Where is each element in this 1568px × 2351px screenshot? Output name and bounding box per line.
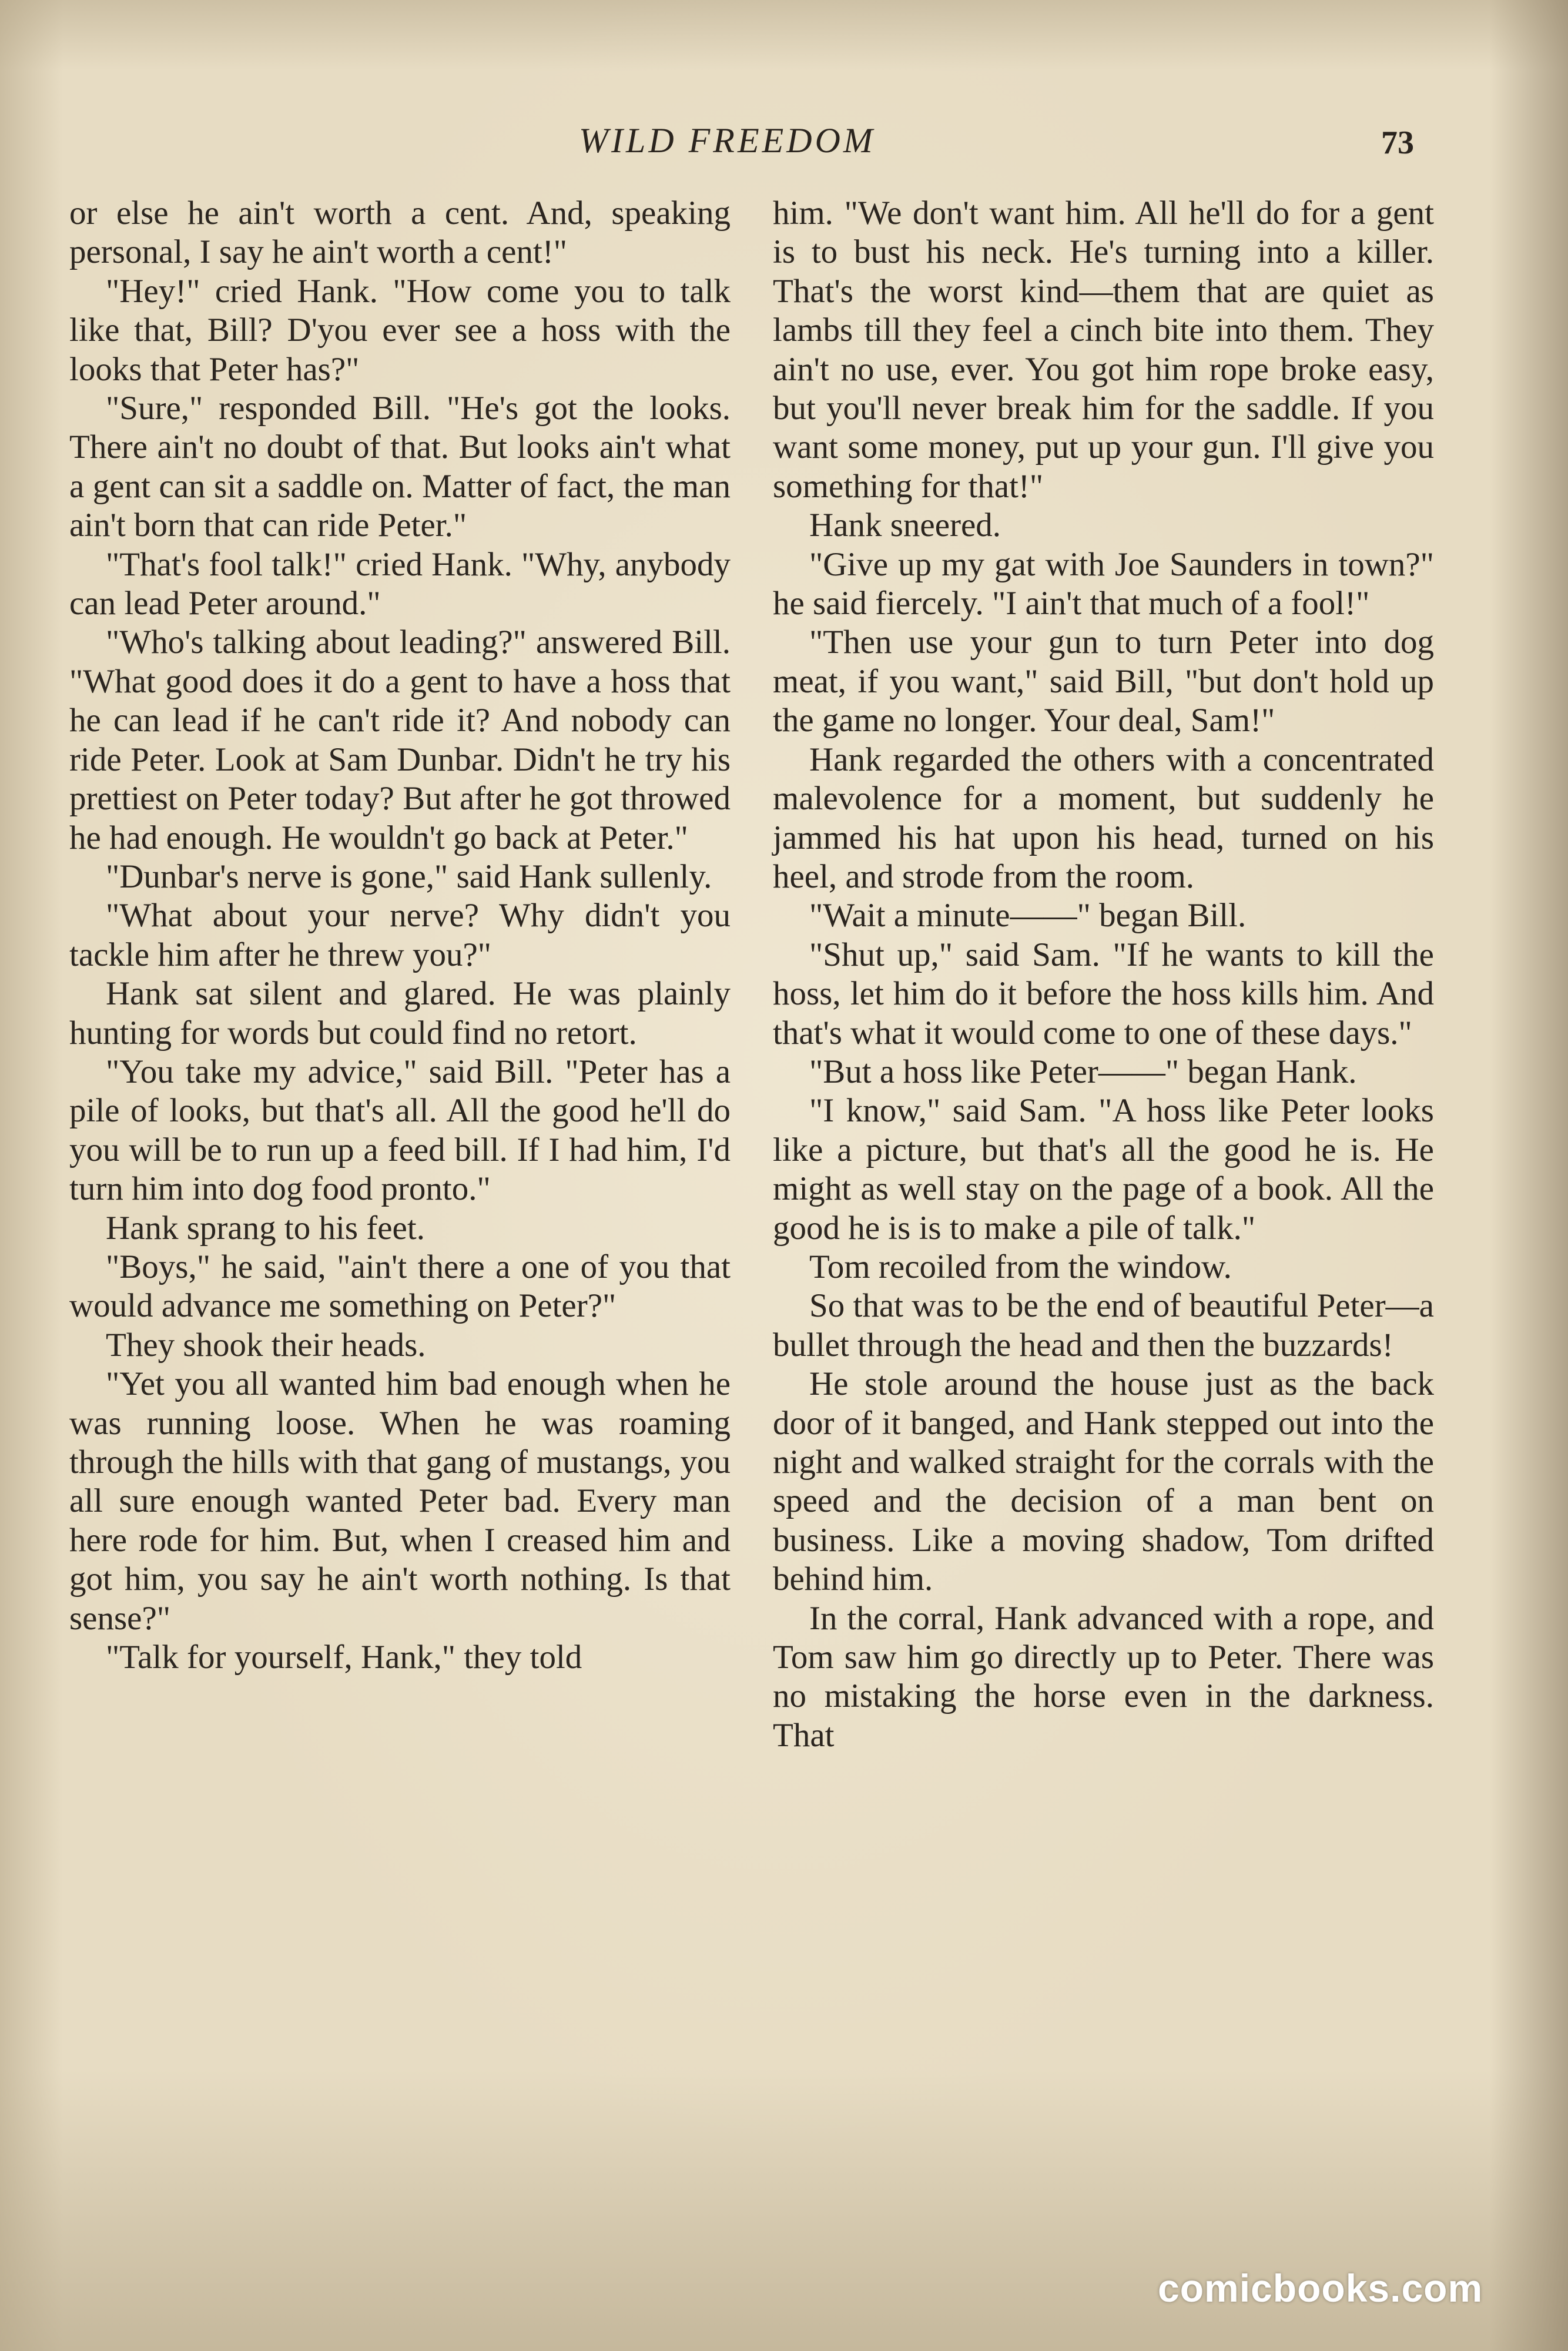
paragraph: "Give up my gat with Joe Saunders in town?" he said fiercely. "I ain't that much of a fool!" [773,545,1434,622]
paragraph: In the corral, Hank advanced with a rope, and Tom saw him go directly up to Peter. There was no mistaking the horse even in the darkness. That [773,1599,1434,1754]
left-column [69,194,731,1677]
paragraph: "What about your nerve? Why didn't you tackle him after he threw you?" [69,897,731,973]
paragraph: "Dunbar's nerve is gone," said Hank sullenly. [106,858,712,895]
paragraph: him. "We don't want him. All he'll do for a gent is to bust his neck. He's turning into a killer. That's the worst kind—them that are quiet as lambs till they feel a cinch bite into them. They ain't no use, ever. You got him rope broke easy, but you'll never break him for the saddle. If you want some money, put up your gun. I'll give you something for that!" [773,195,1434,505]
paragraph: "Who's talking about leading?" answered Bill. "What good does it do a gent to have a hoss that he can lead if he can't ride it? And nobody can ride Peter. Look at Sam Dunbar. Didn't he try his prettiest on Peter today? But after he got throwed he had enough. He wouldn't go back at Peter." [69,624,731,856]
paragraph: "Sure," responded Bill. "He's got the looks. There ain't no doubt of that. But looks ain't what a gent can sit a saddle on. Matter of fact, the man ain't born that can ride Peter." [69,390,731,544]
watermark: comicbooks.com [1158,2266,1483,2310]
paragraph: "Wait a minute——" began Bill. [809,897,1247,935]
page-number: 73 [1381,125,1414,161]
paragraph: or else he ain't worth a cent. And, speaking personal, I say he ain't worth a cent!" [69,195,731,271]
running-header [0,120,1568,168]
paragraph: "You take my advice," said Bill. "Peter has a pile of looks, but that's all. All the good he'll do you will be to run up a feed bill. If I had him, I'd turn him into dog food pronto." [69,1053,731,1208]
paragraph: "That's fool talk!" cried Hank. "Why, anybody can lead Peter around." [69,545,731,622]
paragraph: So that was to be the end of beautiful Peter—a bullet through the head and then the buzzards! [773,1287,1434,1364]
paragraph: "Hey!" cried Hank. "How come you to talk like that, Bill? D'you ever see a hoss with the looks that Peter has?" [69,272,731,388]
paragraph: Tom recoiled from the window. [809,1248,1232,1285]
paragraph: He stole around the house just as the back door of it banged, and Hank stepped out into the night and walked straight for the corrals with the speed and the decision of a man bent on business. Like a moving shadow, Tom drifted behind him. [773,1365,1434,1598]
paragraph: "But a hoss like Peter——" began Hank. [809,1053,1357,1090]
paragraph: "Then use your gun to turn Peter into dog meat, if you want," said Bill, "but don't hold up the game no longer. Your deal, Sam!" [773,624,1434,739]
paragraph: They shook their heads. [106,1326,426,1364]
running-title: WILD FREEDOM [579,121,876,160]
paragraph: Hank sat silent and glared. He was plainly hunting for words but could find no retort. [69,975,731,1051]
paragraph: Hank regarded the others with a concentrated malevolence for a moment, but suddenly he jammed his hat upon his head, turned on his heel, and strode from the room. [773,741,1434,895]
paragraph: "Shut up," said Sam. "If he wants to kill the hoss, let him do it before the hoss kills him. And that's what it would come to one of these days." [773,936,1434,1051]
paragraph: "Yet you all wanted him bad enough when he was running loose. When he was roaming through the hills with that gang of mustangs, you all sure enough wanted Peter bad. Every man here rode for him. But, when I creased him and got him, you say he ain't worth nothing. Is that sense?" [69,1365,731,1637]
paragraph: Hank sneered. [809,507,1001,544]
paragraph: Hank sprang to his feet. [106,1209,425,1247]
paragraph: "Boys," he said, "ain't there a one of you that would advance me something on Peter?" [69,1248,731,1325]
paragraph: "Talk for yourself, Hank," they told [106,1639,582,1676]
paragraph: "I know," said Sam. "A hoss like Peter looks like a picture, but that's all the good he is. He might as well stay on the page of a book. All the good he is is to make a pile of talk." [773,1092,1434,1247]
right-column [773,194,1434,1755]
